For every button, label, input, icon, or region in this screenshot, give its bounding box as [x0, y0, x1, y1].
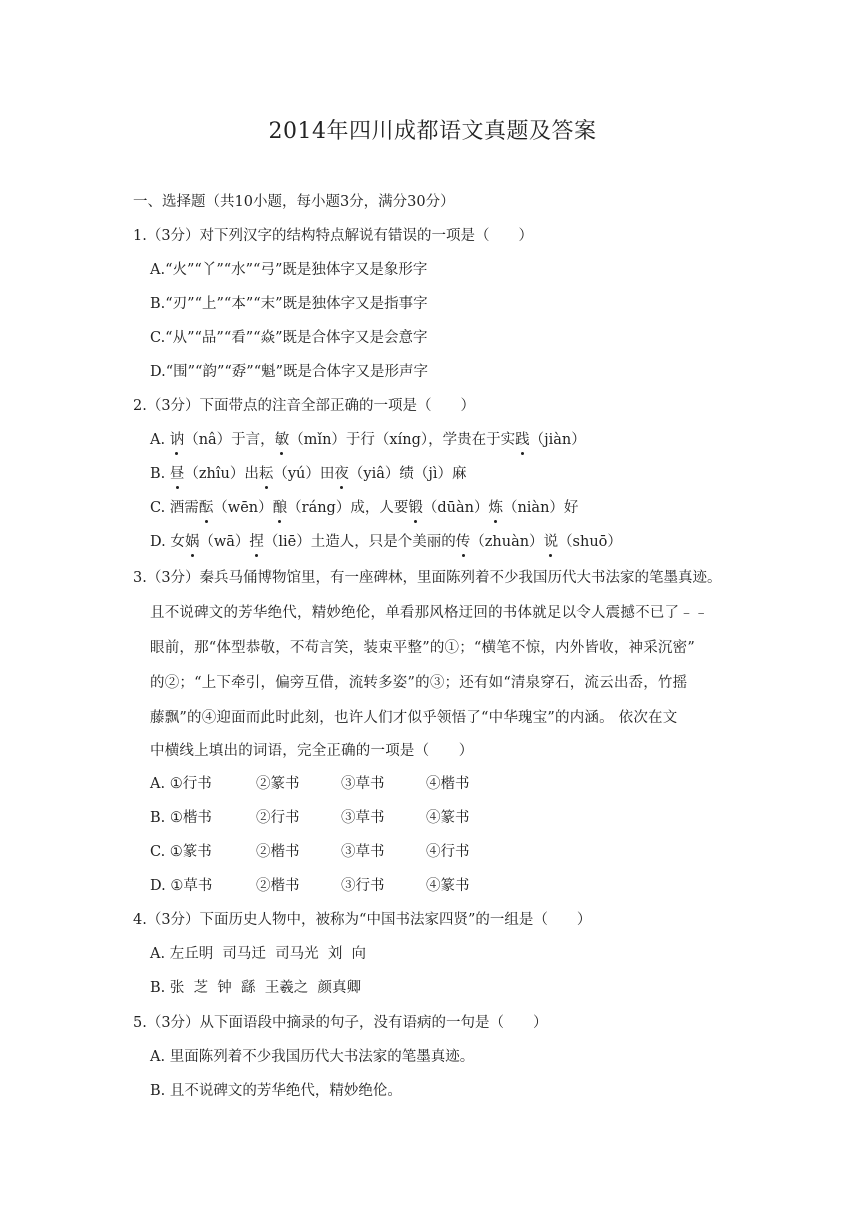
dotted-char: 酝 [198, 500, 214, 516]
q2-option-d: D. 女娲（wā）捏（liē）土造人，只是个美丽的传（zhuàn）说（shuō） [150, 534, 622, 550]
q1-option-a: A.“火”“丫”“水”“弓”既是独体字又是象形字 [150, 262, 428, 278]
q1-option-d: D.“围”“韵”“孬”“魁”既是合体字又是形声字 [150, 364, 429, 380]
q4-option-a: A. 左丘明 司马迁 司马光 刘 向 [150, 946, 367, 962]
q2-stem: 2.（3分）下面带点的注音全部正确的一项是（ ） [133, 398, 476, 414]
dotted-char: 敏 [274, 432, 290, 448]
dotted-char: 传 [455, 534, 471, 550]
q1-stem: 1.（3分）对下列汉字的结构特点解说有错误的一项是（ ） [133, 228, 534, 244]
q3-text-line: 眼前，那“体型恭敬，不苟言笑，装束平整”的①；“横笔不惊，内外皆收，神采沉密” [150, 640, 695, 656]
dotted-char: 娲 [184, 534, 200, 550]
q1-option-b: B.“刃”“上”“本”“末”既是独体字又是指事字 [150, 296, 428, 312]
dotted-char: 炼 [488, 500, 503, 516]
dotted-char: 锻 [408, 500, 423, 516]
q3-text-line: 且不说碑文的芳华绝代，精妙绝伦，单看那风格迂回的书体就足以令人震撼不已了﹣﹣ [150, 605, 709, 621]
q3-option-c: C. ①篆书 ②楷书 ③草书 ④行书 [150, 844, 470, 860]
q5-stem: 5.（3分）从下面语段中摘录的句子，没有语病的一句是（ ） [133, 1015, 548, 1031]
q2-option-c: C. 酒需酝（wēn）酿（ráng）成，人要锻（dūàn）炼（niàn）好 [150, 500, 579, 516]
q4-stem: 4.（3分）下面历史人物中，被称为“中国书法家四贤”的一组是（ ） [133, 912, 592, 928]
page-title: 2014年四川成都语文真题及答案 [268, 119, 597, 144]
q3-text-line: 3.（3分）秦兵马俑博物馆里，有一座碑林，里面陈列着不少我国历代大书法家的笔墨真迹。 [133, 570, 722, 586]
q3-text-line: 中横线上填出的词语，完全正确的一项是（ ） [150, 743, 474, 759]
dotted-char: 践 [515, 432, 530, 448]
dotted-char: 讷 [169, 432, 185, 448]
dotted-char: 酿 [272, 500, 288, 516]
dotted-char: 夜 [334, 466, 349, 482]
dotted-char: 耘 [258, 466, 274, 482]
dotted-char: 说 [543, 534, 559, 550]
q2-option-b: B. 昼（zhîu）出耘（yú）田夜（yiâ）绩（jì）麻 [150, 466, 467, 482]
dotted-char: 捏 [249, 534, 264, 550]
q5-option-a: A. 里面陈列着不少我国历代大书法家的笔墨真迹。 [150, 1049, 475, 1065]
q4-option-b: B. 张 芝 钟 繇 王羲之 颜真卿 [150, 980, 361, 996]
dotted-char: 昼 [169, 466, 185, 482]
q3-option-a: A. ①行书 ②篆书 ③草书 ④楷书 [150, 776, 470, 792]
q2-option-a: A. 讷（nâ）于言，敏（mǐn）于行（xíng），学贵在于实践（jiàn） [150, 432, 586, 448]
q3-text-line: 藤飘”的④迎面而此时此刻，也许人们才似乎领悟了“中华瑰宝”的内涵。 依次在文 [150, 710, 678, 726]
section-heading: 一、选择题（共10小题，每小题3分，满分30分） [133, 194, 455, 210]
q3-option-d: D. ①草书 ②楷书 ③行书 ④篆书 [150, 878, 470, 894]
q3-option-b: B. ①楷书 ②行书 ③草书 ④篆书 [150, 810, 470, 826]
q1-option-c: C.“从”“品”“看”“焱”既是合体字又是会意字 [150, 330, 428, 346]
q3-text-line: 的②；“上下牵引，偏旁互借，流转多姿”的③；还有如“清泉穿石，流云出岙，竹摇 [150, 675, 688, 691]
q5-option-b: B. 且不说碑文的芳华绝代，精妙绝伦。 [150, 1083, 402, 1099]
